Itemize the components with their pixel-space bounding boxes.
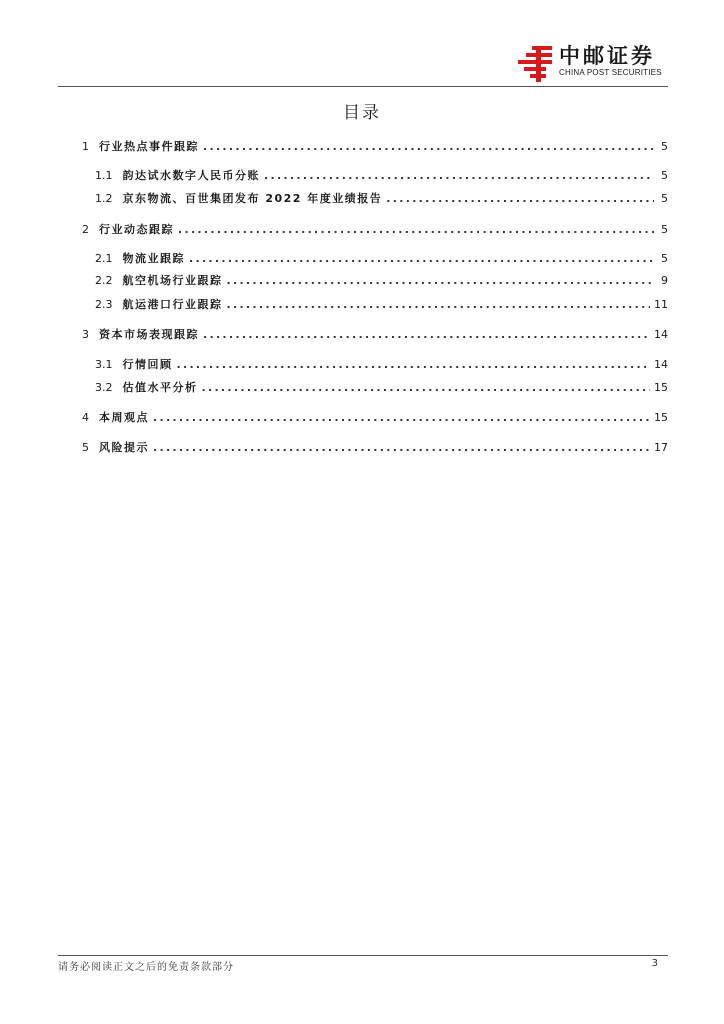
toc-entry-title: 航运港口行业跟踪 bbox=[122, 298, 223, 311]
toc-leader-dots bbox=[178, 222, 654, 238]
toc-entry[interactable] bbox=[95, 191, 668, 207]
toc-entry-title: 行情回顾 bbox=[122, 358, 173, 371]
toc-entry-page: 5 bbox=[661, 169, 668, 182]
toc-entry-title: 风险提示 bbox=[99, 441, 149, 454]
china-post-emblem-icon bbox=[514, 44, 556, 84]
toc-entry[interactable] bbox=[82, 410, 668, 426]
toc-entry-page: 5 bbox=[661, 192, 668, 205]
toc-entry-number: 3.2 bbox=[95, 381, 113, 394]
toc-entry[interactable] bbox=[95, 357, 668, 373]
toc-leader-dots bbox=[177, 357, 651, 373]
toc-entry[interactable] bbox=[82, 440, 668, 456]
toc-entry-number: 1.1 bbox=[95, 169, 113, 182]
toc-entry-title: 估值水平分析 bbox=[122, 381, 198, 394]
toc-leader-dots bbox=[227, 297, 651, 313]
toc-entry-page: 5 bbox=[661, 223, 668, 236]
toc-entry-number: 1.2 bbox=[95, 192, 113, 205]
toc-entry-title: 京东物流、百世集团发布 2022 年度业绩报告 bbox=[122, 192, 383, 205]
toc-entry-title: 行业热点事件跟踪 bbox=[99, 140, 199, 153]
toc-entry-page: 5 bbox=[661, 252, 668, 265]
toc-entry-title: 物流业跟踪 bbox=[122, 252, 185, 265]
toc-entry-page: 9 bbox=[661, 274, 668, 287]
toc-leader-dots bbox=[227, 273, 655, 289]
toc-entry-page: 11 bbox=[654, 298, 668, 311]
toc-entry-title: 本周观点 bbox=[99, 411, 149, 424]
toc-entry-page: 15 bbox=[654, 411, 668, 424]
footer-divider bbox=[58, 955, 668, 956]
logo-chinese-name: 中邮证券 bbox=[559, 44, 655, 68]
toc-entry-title: 韵达试水数字人民币分账 bbox=[122, 169, 260, 182]
toc-entry[interactable] bbox=[82, 139, 668, 155]
toc-entry[interactable] bbox=[95, 168, 668, 184]
toc-entry-page: 5 bbox=[661, 140, 668, 153]
toc-entry-number: 2 bbox=[82, 223, 89, 236]
toc-entry-number: 5 bbox=[82, 441, 89, 454]
toc-entry-number: 1 bbox=[82, 140, 89, 153]
toc-entry-number: 3.1 bbox=[95, 358, 113, 371]
toc-entry-number: 2.2 bbox=[95, 274, 113, 287]
header-divider bbox=[58, 86, 668, 87]
toc-entry-page: 14 bbox=[654, 328, 668, 341]
page-header bbox=[0, 0, 724, 88]
toc-leader-dots bbox=[189, 251, 654, 267]
toc-entry-title: 航空机场行业跟踪 bbox=[122, 274, 223, 287]
toc-entry-page: 17 bbox=[654, 441, 668, 454]
toc-entry-number: 2.3 bbox=[95, 298, 113, 311]
footer-disclaimer: 请务必阅读正文之后的免责条款部分 bbox=[58, 962, 234, 973]
toc-entry[interactable] bbox=[95, 251, 668, 267]
toc-leader-dots bbox=[264, 168, 654, 184]
toc-title: 目录 bbox=[343, 103, 381, 123]
toc-leader-dots bbox=[386, 191, 654, 207]
toc-leader-dots bbox=[202, 380, 651, 396]
toc-entry-number: 3 bbox=[82, 328, 89, 341]
toc-leader-dots bbox=[203, 139, 654, 155]
toc-entry-page: 15 bbox=[654, 381, 668, 394]
company-logo bbox=[514, 44, 674, 84]
toc-entry[interactable] bbox=[95, 273, 668, 289]
toc-entry[interactable] bbox=[95, 297, 668, 313]
toc-entry-title: 资本市场表现跟踪 bbox=[99, 328, 199, 341]
footer-page-number: 3 bbox=[651, 958, 658, 969]
toc-entry-title: 行业动态跟踪 bbox=[99, 223, 174, 236]
toc-leader-dots bbox=[153, 410, 650, 426]
toc-leader-dots bbox=[153, 440, 650, 456]
toc-entry[interactable] bbox=[95, 380, 668, 396]
logo-english-name: CHINA POST SECURITIES bbox=[559, 68, 662, 77]
toc-entry-number: 4 bbox=[82, 411, 89, 424]
toc-leader-dots bbox=[203, 327, 650, 343]
toc-entry[interactable] bbox=[82, 222, 668, 238]
toc-entry-number: 2.1 bbox=[95, 252, 113, 265]
toc-entry[interactable] bbox=[82, 327, 668, 343]
toc-entry-page: 14 bbox=[654, 358, 668, 371]
